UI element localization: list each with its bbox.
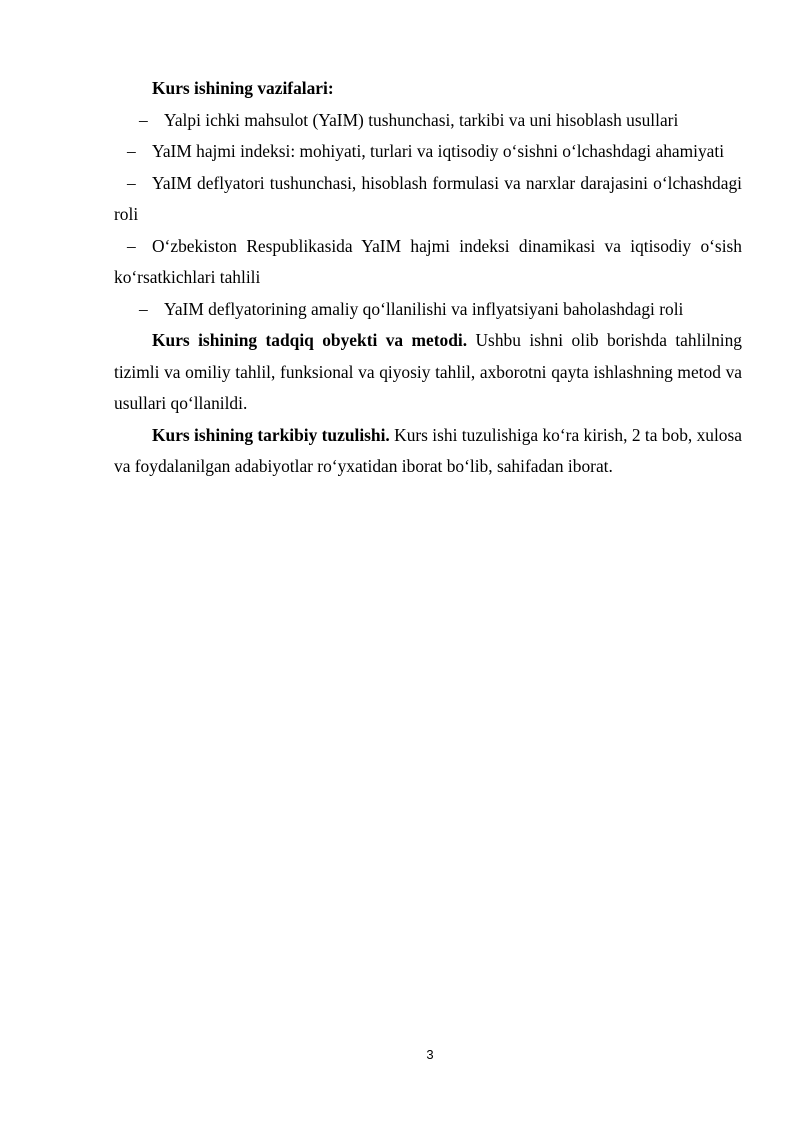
task-item — [114, 294, 742, 326]
tasks-heading: Kurs ishining vazifalari: — [152, 78, 334, 98]
object-text: Ushbu ishni olib borishda tahlilning tizimli va omiliy tahlil, funksional va qiyosiy tahlil, axborotni qayta ishlashning metod va usullari qo‘llanildi. — [114, 330, 742, 413]
page-content — [114, 73, 742, 483]
task-item — [114, 105, 742, 137]
structure-paragraph — [114, 420, 742, 483]
task-item — [114, 168, 742, 231]
page-number: 3 — [426, 1047, 434, 1062]
dash-bullet: – — [139, 109, 148, 130]
dash-bullet: – — [127, 172, 136, 193]
task-text: Yalpi ichki mahsulot (YaIM) tushunchasi, tarkibi va uni hisoblash usullari — [164, 109, 679, 130]
dash-bullet: – — [127, 141, 136, 161]
task-text: YaIM deflyatorining amaliy qo‘llanilishi va inflyatsiyani baholashdagi roli — [164, 298, 684, 319]
task-list — [114, 105, 742, 326]
object-paragraph — [114, 325, 742, 420]
task-text: YaIM hajmi indeksi: mohiyati, turlari va iqtisodiy o‘sishni o‘lchashdagi ahamiyati — [152, 141, 725, 161]
object-heading: Kurs ishining tadqiq obyekti va metodi. — [152, 330, 468, 350]
structure-text: Kurs ishi tuzulishiga ko‘ra kirish, 2 ta bob, xulosa va foydalanilgan adabiyotlar ro‘yxatidan iborat bo‘lib, sahifadan iborat. — [114, 424, 742, 476]
dash-bullet: – — [127, 235, 136, 256]
dash-bullet: – — [139, 298, 148, 319]
task-text: O‘zbekiston Respublikasida YaIM hajmi indeksi dinamikasi va iqtisodiy o‘sish ko‘rsatkichlari tahlili — [114, 235, 742, 287]
task-item — [114, 136, 742, 168]
structure-heading: Kurs ishining tarkibiy tuzulishi. — [152, 424, 390, 445]
task-item — [114, 231, 742, 294]
task-text: YaIM deflyatori tushunchasi, hisoblash formulasi va narxlar darajasini o‘lchashdagi roli — [114, 172, 742, 224]
